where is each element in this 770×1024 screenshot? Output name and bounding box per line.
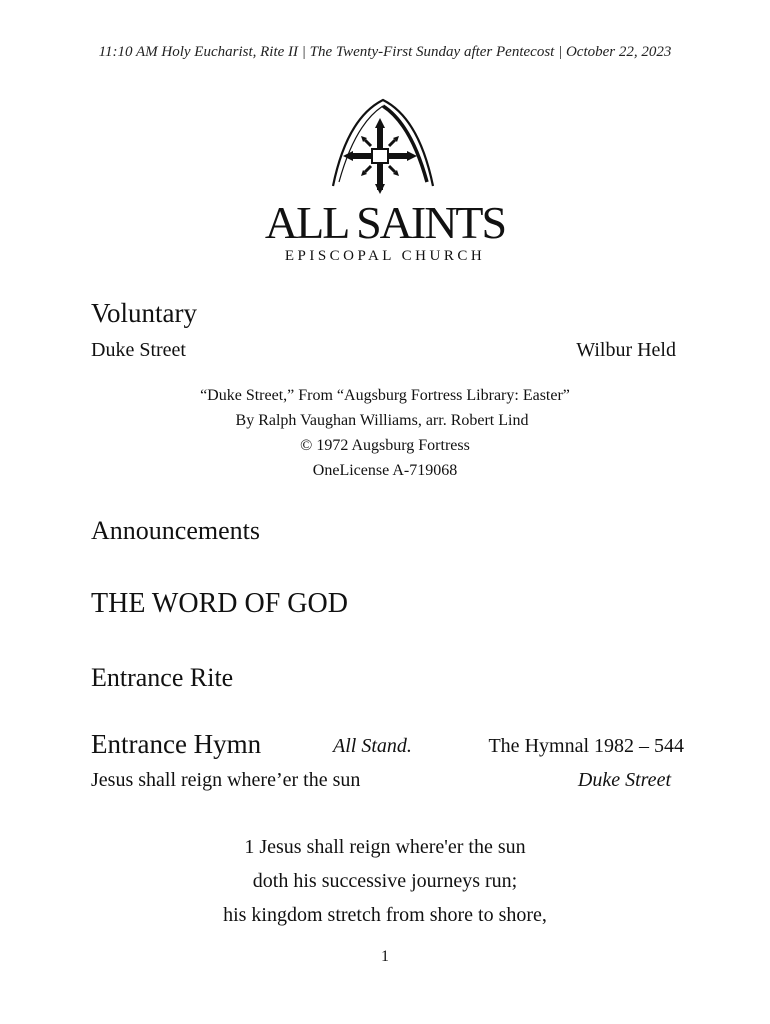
voluntary-credits xyxy=(0,383,770,483)
hymn-rubric: All Stand. xyxy=(333,735,412,757)
verse-line: doth his successive journeys run; xyxy=(252,870,518,892)
hymn-tune: Duke Street xyxy=(577,769,671,791)
hymn-first-line: Jesus shall reign where’er the sun xyxy=(91,769,361,791)
voluntary-title: Duke Street xyxy=(91,339,186,361)
section-title: THE WORD OF GOD xyxy=(91,588,348,619)
voluntary-composer: Wilbur Held xyxy=(576,339,676,361)
announcements-heading: Announcements xyxy=(91,516,260,545)
credit-line: By Ralph Vaughan Williams, arr. Robert Lind xyxy=(235,412,529,429)
voluntary-heading: Voluntary xyxy=(91,298,197,328)
entrance-rite-heading: Entrance Rite xyxy=(91,663,234,692)
page-number: 1 xyxy=(381,948,389,965)
logo-emblem-icon xyxy=(255,98,515,268)
verse-line: 1 Jesus shall reign where'er the sun xyxy=(244,836,526,858)
credit-line: “Duke Street,” From “Augsburg Fortress Library: Easter” xyxy=(200,387,570,404)
hymn-verse xyxy=(0,830,770,932)
church-logo xyxy=(255,98,515,268)
page-header: 11:10 AM Holy Eucharist, Rite II | The Twenty-First Sunday after Pentecost | October 22, 2023 xyxy=(98,44,672,60)
credit-line: © 1972 Augsburg Fortress xyxy=(300,437,470,454)
hymn-source: The Hymnal 1982 – 544 xyxy=(488,735,684,757)
verse-line: his kingdom stretch from shore to shore, xyxy=(223,904,547,926)
logo-wordmark: ALL SAINTS xyxy=(264,197,506,248)
logo-subtitle: EPISCOPAL CHURCH xyxy=(284,248,486,264)
entrance-hymn-heading: Entrance Hymn xyxy=(91,729,262,759)
credit-line: OneLicense A-719068 xyxy=(312,462,458,479)
